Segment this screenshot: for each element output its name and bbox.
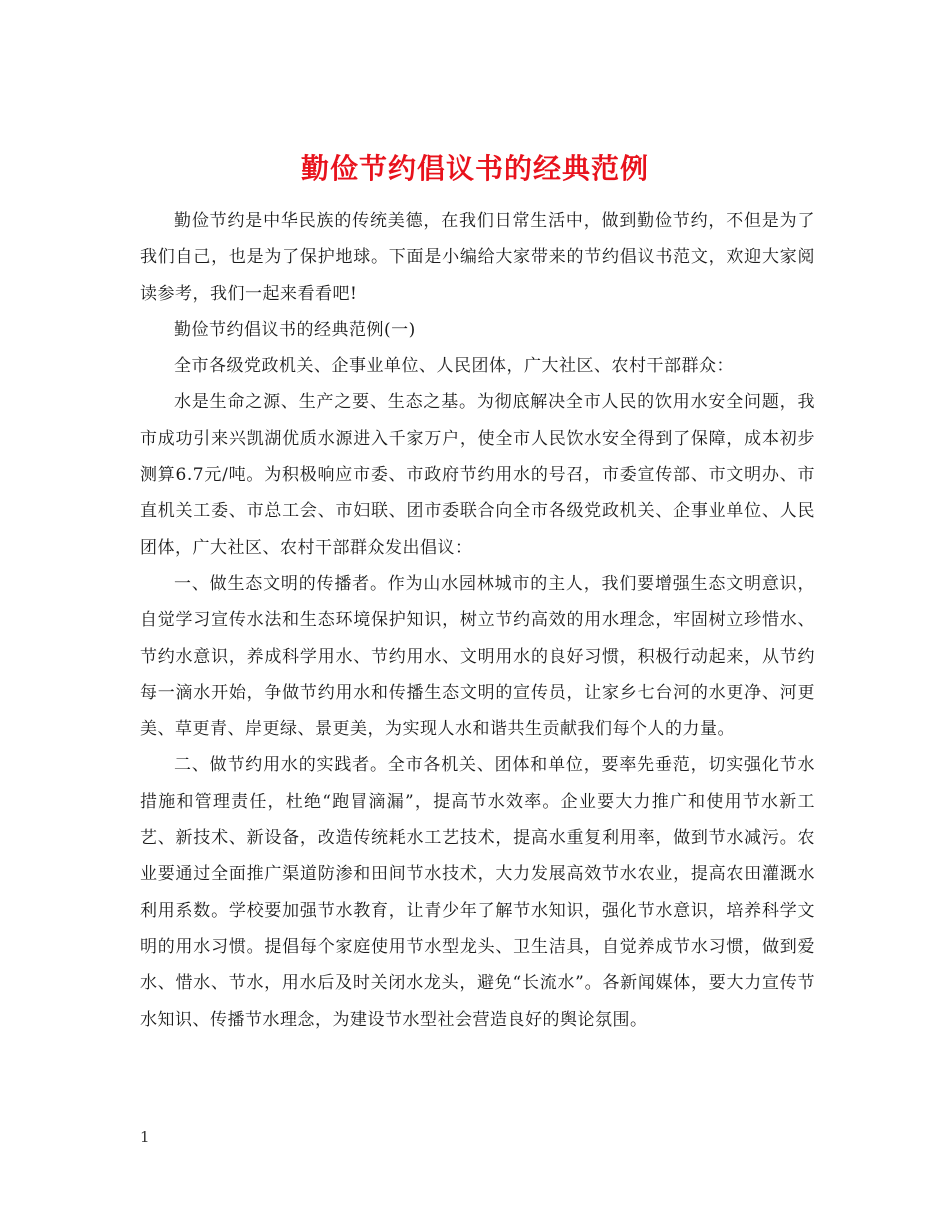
proposal-one-paragraph: 一、做生态文明的传播者。作为山水园林城市的主人，我们要增强生态文明意识，自觉学习宣传水法和生态环境保护知识，树立节约高效的用水理念，牢固树立珍惜水、节约水意识，养成科学用水、节约用水、文明用水的良好习惯，积极行动起来，从节约每一滴水开始，争做节约用水和传播生态文明的宣传员，让家乡七台河的水更净、河更美、草更青、岸更绿、景更美，为实现人水和谐共生贡献我们每个人的力量。 [140, 573, 815, 740]
document-title: 勤俭节约倡议书的经典范例 [300, 151, 649, 185]
document-body [140, 203, 815, 1038]
salutation-paragraph: 全市各级党政机关、企事业单位、人民团体，广大社区、农村干部群众： [174, 356, 734, 377]
background-paragraph: 水是生命之源、生产之要、生态之基。为彻底解决全市人民的饮用水安全问题，我市成功引来兴凯湖优质水源进入千家万户，使全市人民饮水安全得到了保障，成本初步测算6.7元/吨。为积极响应市委、市政府节约用水的号召，市委宣传部、市文明办、市直机关工委、市总工会、市妇联、团市委联合向全市各级党政机关、企事业单位、人民团体，广大社区、农村干部群众发出倡议： [140, 392, 815, 558]
proposal-two-paragraph: 二、做节约用水的实践者。全市各机关、团体和单位，要率先垂范，切实强化节水措施和管理责任，杜绝“跑冒滴漏”，提高节水效率。企业要大力推广和使用节水新工艺、新技术、新设备，改造传统耗水工艺技术，提高水重复利用率，做到节水减污。农业要通过全面推广渠道防渗和田间节水技术，大力发展高效节水农业，提高农田灌溉水利用系数。学校要加强节水教育，让青少年了解节水知识，强化节水意识，培养科学文明的用水习惯。提倡每个家庭使用节水型龙头、卫生洁具，自觉养成节水习惯，做到爱水、惜水、节水，用水后及时关闭水龙头，避免“长流水”。各新闻媒体，要大力宣传节水知识、传播节水理念，为建设节水型社会营造良好的舆论氛围。 [140, 755, 815, 1030]
intro-paragraph: 勤俭节约是中华民族的传统美德，在我们日常生活中，做到勤俭节约，不但是为了我们自己，也是为了保护地球。下面是小编给大家带来的节约倡议书范文，欢迎大家阅读参考，我们一起来看看吧! [140, 211, 815, 304]
section-heading: 勤俭节约倡议书的经典范例(一) [174, 319, 416, 340]
page-number: 1 [140, 1128, 150, 1146]
